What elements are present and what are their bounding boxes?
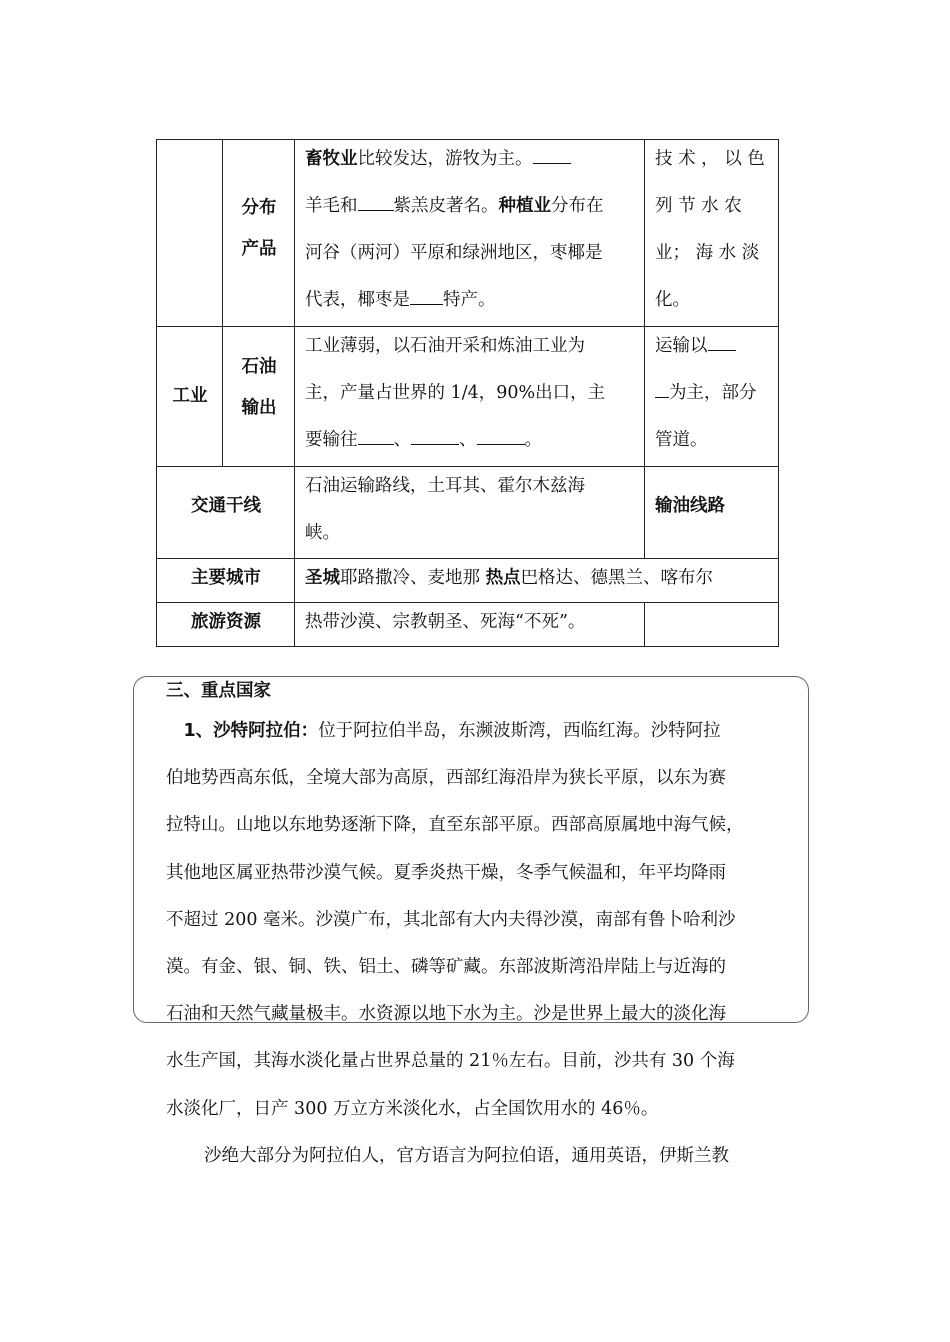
row3-label-cell [156,466,295,559]
body-line1: 1、沙特阿拉伯：位于阿拉伯半岛，东濒波斯湾，西临红海。沙特阿拉 [183,721,721,741]
row3-right: 输油线路 [655,496,725,516]
section-heading: 三、重点国家 [166,681,271,701]
row2-label-line2: 输出 [241,398,277,418]
row2-label-cell [222,326,295,467]
body-line4: 其他地区属亚热带沙漠气候。夏季炎热干燥，冬季气候温和，年平均降雨 [166,862,726,883]
row1-right-line4: 化。 [655,290,690,310]
row5-right-cell [644,602,779,647]
row2-group-cell [156,326,223,467]
row3-content-cell [294,466,645,559]
row4-content: 圣城耶路撒冷、麦地那 热点巴格达、德黑兰、喀布尔 [305,568,714,588]
row3-right-cell [644,466,779,559]
body-line5: 不超过 200 毫米。沙漠广布，其北部有大内夫得沙漠，南部有鲁卜哈利沙 [166,909,736,930]
row2-group-label: 工业 [172,386,208,406]
row2-right-cell [644,326,779,467]
geography-table [156,139,779,647]
row2-right-line3: 管道。 [655,430,708,450]
section-body [166,708,806,1180]
body-line6: 漠。有金、银、铜、铁、铝土、磷等矿藏。东部波斯湾沿岸陆上与近海的 [166,957,726,978]
row3-label: 交通干线 [191,496,261,516]
row4-label: 主要城市 [191,568,261,588]
row4-label-cell [156,558,295,603]
body-line2: 伯地势西高东低，全境大部为高原，西部红海沿岸为狭长平原，以东为赛 [166,768,726,789]
row2-right-line2: 为主，部分 [655,370,775,417]
row1-label-line2: 产品 [241,239,277,259]
row5-content-cell [294,602,645,647]
row1-line3: 河谷（两河）平原和绿洲地区，枣椰是 [305,243,603,263]
row3-line2: 峡。 [305,523,340,543]
row2-line2: 主，产量占世界的 1/4，90%出口，主 [305,383,606,403]
body-line8: 水生产国，其海水淡化量占世界总量的 21％左右。目前，沙共有 30 个海 [166,1051,735,1072]
row1-label-line1: 分布 [241,198,277,218]
row2-right-line1: 运输以 [655,323,775,370]
row1-label-cell [222,139,295,327]
row2-line1: 工业薄弱，以石油开采和炼油工业为 [305,336,585,356]
row1-line1: 畜牧业比较发达，游牧为主。 [305,136,645,183]
row1-content-cell [294,139,645,327]
row1-right-line1: 技 术 ， 以 色 [655,149,765,169]
row1-group-cell [156,139,223,327]
body-line7: 石油和天然气藏量极丰。水资源以地下水为主。沙是世界上最大的淡化海 [166,1004,726,1025]
row5-label: 旅游资源 [191,612,261,632]
row1-line2: 羊毛和 紫羔皮著名。种植业分布在 [305,196,604,216]
row1-right-cell [644,139,779,327]
row2-label-line1: 石油 [241,357,277,377]
row5-label-cell [156,602,295,647]
row1-right-line3: 业； 海 水 淡 [655,243,760,263]
body-line3: 拉特山。山地以东地势逐渐下降，直至东部平原。西部高原属地中海气候， [166,815,744,836]
row2-line3: 要输往 、 、 。 [305,430,542,450]
row1-line4: 代表，椰枣是 特产。 [305,290,496,310]
body-line10: 沙绝大部分为阿拉伯人，官方语言为阿拉伯语，通用英语，伊斯兰教 [204,1145,729,1166]
body-line9: 水淡化厂，日产 300 万立方米淡化水，占全国饮用水的 46％。 [166,1098,659,1119]
row5-content: 热带沙漠、宗教朝圣、死海“不死”。 [305,612,586,632]
row1-right-line2: 列 节 水 农 [655,196,742,216]
row3-line1: 石油运输路线，土耳其、霍尔木兹海 [305,476,585,496]
row4-content-cell [294,558,779,603]
row2-content-cell [294,326,645,467]
